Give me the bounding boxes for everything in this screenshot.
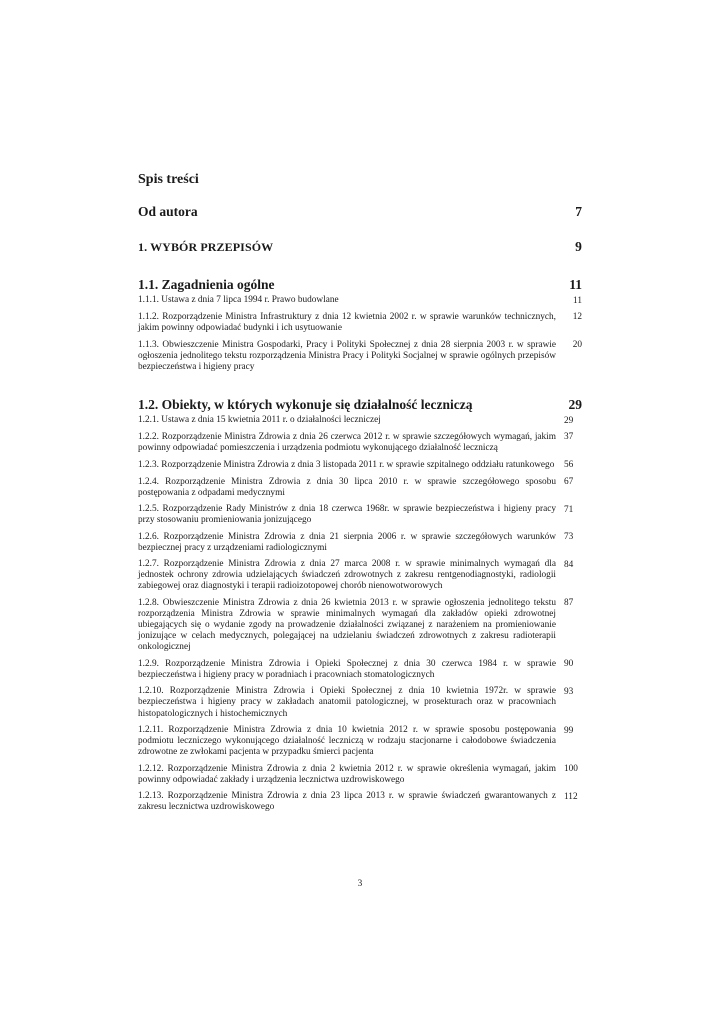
toc-entry[interactable]: [138, 504, 582, 526]
toc-entry-text: 1.2.12. Rozporządzenie Ministra Zdrowia z dnia 2 kwietnia 2012 r. w sprawie określenia wymagań, jakim powinny odpowiadać zakłady i urządzenia lecznictwa uzdrowiskowego: [138, 763, 556, 785]
toc-entry-page: 11: [573, 295, 582, 306]
toc-entry[interactable]: [138, 295, 582, 307]
toc-section-page: 29: [568, 397, 582, 412]
toc-entry-text: 1.2.1. Ustawa z dnia 15 kwietnia 2011 r. o działalności leczniczej: [138, 415, 381, 425]
toc-entry[interactable]: [138, 432, 582, 454]
toc-entry-page: 37: [564, 432, 574, 443]
toc-entry[interactable]: [138, 725, 582, 758]
toc-section-label: 1.2. Obiekty, w których wykonuje się działalność leczniczą: [138, 397, 473, 412]
toc-heading-page: 9: [575, 239, 582, 254]
toc-entry-text: 1.2.3. Rozporządzenie Ministra Zdrowia z dnia 3 listopada 2011 r. w sprawie szpitalnego oddziału ratunkowego: [138, 459, 555, 470]
toc-entry[interactable]: [138, 559, 582, 592]
page-number: 3: [357, 879, 363, 889]
toc-entry[interactable]: [138, 659, 582, 681]
toc-entry-text: 1.1.1. Ustawa z dnia 7 lipca 1994 r. Prawo budowlane: [138, 295, 339, 305]
toc-entry-text: 1.2.6. Rozporządzenie Ministra Zdrowia z dnia 21 sierpnia 2006 r. w sprawie szczegółowych warunków bezpiecznej pracy z urządzeniami radiologicznymi: [138, 531, 556, 553]
toc-entry-page: 67: [564, 477, 574, 488]
toc-section-1-1[interactable]: [138, 277, 582, 293]
toc-entries-section-1-2: [138, 415, 582, 819]
toc-entry-page: 99: [564, 725, 574, 736]
toc-section-1-2[interactable]: [138, 397, 582, 413]
toc-entry-page: 93: [564, 686, 574, 697]
toc-entry-page: 112: [564, 791, 578, 802]
toc-entry-text: 1.2.7. Rozporządzenie Ministra Zdrowia z dnia 27 marca 2008 r. w sprawie minimalnych wymagań dla jednostek ochrony zdrowia udzielających świadczeń zdrowotnych z zakresu rentgenodiagnostyki, radiologii zabiegowej oraz diagnostyki i terapii radioizotopowej chorób nienowotworowych: [138, 559, 556, 592]
toc-entry-page: 71: [564, 504, 574, 515]
toc-section-label: 1.1. Zagadnienia ogólne: [138, 277, 275, 292]
toc-entries-section-1-1: [138, 295, 582, 378]
toc-heading-label: 1. WYBÓR PRZEPISÓW: [138, 240, 274, 254]
toc-title: Spis treści: [138, 172, 199, 187]
toc-entry-page: 87: [564, 598, 574, 609]
toc-entry[interactable]: [138, 312, 582, 334]
toc-entry-page: 20: [572, 340, 582, 351]
toc-heading-part1[interactable]: [138, 239, 582, 255]
toc-entry-text: 1.2.10. Rozporządzenie Ministra Zdrowia i Opieki Społecznej z dnia 10 kwietnia 1972r. w sprawie bezpieczeństwa i higieny pracy w zakładach anatomii patologicznej, w prosekturach oraz w pracowniach histopatologicznych i histochemicznych: [138, 686, 556, 719]
toc-entry[interactable]: [138, 477, 582, 499]
toc-heading-page: 7: [575, 204, 582, 219]
toc-entry-text: 1.2.5. Rozporządzenie Rady Ministrów z dnia 18 czerwca 1968r. w sprawie bezpieczeństwa i higieny pracy przy stosowaniu promieniowania jonizującego: [138, 504, 556, 526]
toc-entry-page: 90: [564, 659, 574, 670]
toc-entry[interactable]: [138, 415, 582, 427]
toc-heading-author[interactable]: [138, 204, 582, 220]
document-page: [138, 0, 582, 1024]
toc-entry-text: 1.2.9. Rozporządzenie Ministra Zdrowia i Opieki Społecznej z dnia 30 czerwca 1984 r. w sprawie bezpieczeństwa i higieny pracy w poradniach i pracowniach stomatologicznych: [138, 658, 556, 680]
toc-entry-page: 100: [564, 764, 578, 775]
toc-section-page: 11: [569, 277, 582, 292]
toc-entry-page: 73: [564, 532, 574, 543]
toc-entry-text: 1.2.8. Obwieszczenie Ministra Zdrowia z dnia 26 kwietnia 2013 r. w sprawie ogłoszenia jednolitego tekstu rozporządzenia Ministra Zdrowia w sprawie minimalnych wymagań dla zakładów opieki zdrowotnej ubiegających się o wydanie zgody na prowadzenie działalności związanej z narażeniem na promieniowanie jonizujące w celach medycznych, polegającej na udzielaniu świadczeń zdrowotnych z zakresu radioterapii onkologicznej: [138, 597, 556, 653]
toc-entry[interactable]: [138, 532, 582, 554]
toc-entry-page: 84: [564, 559, 574, 570]
toc-entry[interactable]: [138, 791, 582, 813]
toc-entry[interactable]: [138, 686, 582, 719]
toc-entry-text: 1.2.13. Rozporządzenie Ministra Zdrowia z dnia 23 lipca 2013 r. w sprawie świadczeń gwarantowanych z zakresu lecznictwa uzdrowiskowego: [138, 791, 556, 813]
toc-entry-text: 1.2.11. Rozporządzenie Ministra Zdrowia z dnia 10 kwietnia 2012 r. w sprawie sposobu postępowania podmiotu leczniczego wykonującego działalność leczniczą w rodzaju stacjonarne i całodobowe świadczenia zdrowotne ze zwłokami pacjenta w przypadku śmierci pacjenta: [138, 725, 556, 758]
toc-entry[interactable]: [138, 340, 582, 373]
toc-entry-text: 1.2.2. Rozporządzenie Ministra Zdrowia z dnia 26 czerwca 2012 r. w sprawie szczegółowych wymagań, jakim powinny odpowiadać pomieszczenia i urządzenia podmiotu wykonującego działalność leczniczą: [138, 431, 556, 454]
toc-entry-text: 1.1.3. Obwieszczenie Ministra Gospodarki, Pracy i Polityki Społecznej z dnia 28 sierpnia 2003 r. w sprawie ogłoszenia jednolitego tekstu rozporządzenia Ministra Pracy i Polityki Socjalnej w sprawie ogólnych przepisów bezpieczeństwa i higieny pracy: [138, 339, 556, 372]
toc-entry-page: 12: [572, 312, 582, 323]
toc-entry-page: 29: [564, 415, 574, 426]
toc-entry-text: 1.2.4. Rozporządzenie Ministra Zdrowia z dnia 30 lipca 2010 r. w sprawie szczegółowego sposobu postępowania z odpadami medycznymi: [138, 476, 556, 498]
toc-entry-page: 56: [564, 460, 574, 471]
toc-entry[interactable]: [138, 460, 582, 472]
toc-entry[interactable]: [138, 764, 582, 786]
toc-entry-text: 1.1.2. Rozporządzenie Ministra Infrastruktury z dnia 12 kwietnia 2002 r. w sprawie warunków technicznych, jakim powinny odpowiadać budynki i ich usytuowanie: [138, 311, 556, 334]
toc-entry[interactable]: [138, 598, 582, 653]
toc-heading-label: Od autora: [138, 204, 198, 219]
